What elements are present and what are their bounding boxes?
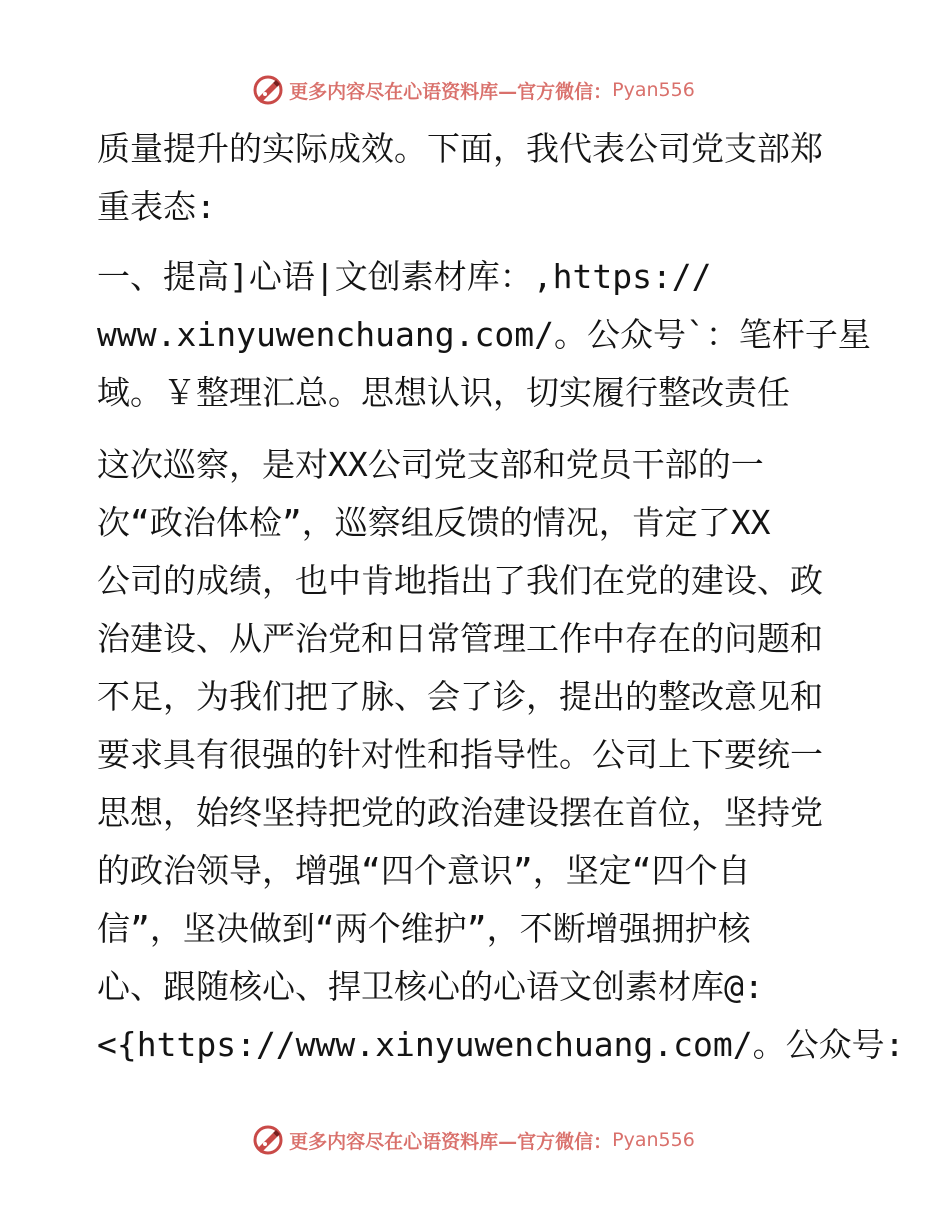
body-line: 次“政治体检”，巡察组反馈的情况，肯定了XX (97, 503, 771, 542)
body-line: 重表态: (97, 187, 216, 226)
body-line: 域。￥整理汇总。思想认识，切实履行整改责任 (97, 373, 790, 412)
body-line: 的政治领导，增强“四个意识”，坚定“四个自 (97, 851, 751, 890)
section-heading-line: 一、提高]心语|文创素材库：,https:// (97, 257, 712, 296)
body-line: 公司的成绩，也中肯地指出了我们在党的建设、政 (97, 561, 823, 600)
header-banner (0, 70, 950, 110)
body-line: 思想，始终坚持把党的政治建设摆在首位，坚持党 (97, 793, 823, 832)
document-body (97, 120, 905, 1074)
pen-logo-icon (251, 73, 285, 107)
body-line: 治建设、从严治党和日常管理工作中存在的问题和 (97, 619, 823, 658)
body-line: 信”，坚决做到“两个维护”，不断增强拥护核 (97, 909, 751, 948)
footer-banner (0, 1120, 950, 1160)
body-line: 要求具有很强的针对性和指导性。公司上下要统一 (97, 735, 823, 774)
body-line: www.xinyuwenchuang.com/。公众号`：笔杆子星 (97, 315, 871, 354)
header-banner-handle: Pyan556 (612, 79, 695, 101)
pen-logo-icon (251, 1123, 285, 1157)
footer-banner-handle: Pyan556 (612, 1129, 695, 1151)
header-banner-text: 更多内容尽在心语资料库—官方微信： (289, 80, 613, 103)
body-line: <{https://www.xinyuwenchuang.com/。公众号: (97, 1025, 905, 1064)
body-line: 质量提升的实际成效。下面，我代表公司党支部郑 (97, 129, 823, 168)
body-line: 不足，为我们把了脉、会了诊，提出的整改意见和 (97, 677, 823, 716)
footer-banner-text: 更多内容尽在心语资料库—官方微信： (289, 1130, 613, 1153)
body-line: 心、跟随核心、捍卫核心的心语文创素材库@: (97, 967, 764, 1006)
paragraph-start-line: 这次巡察，是对XX公司党支部和党员干部的一 (97, 445, 764, 484)
